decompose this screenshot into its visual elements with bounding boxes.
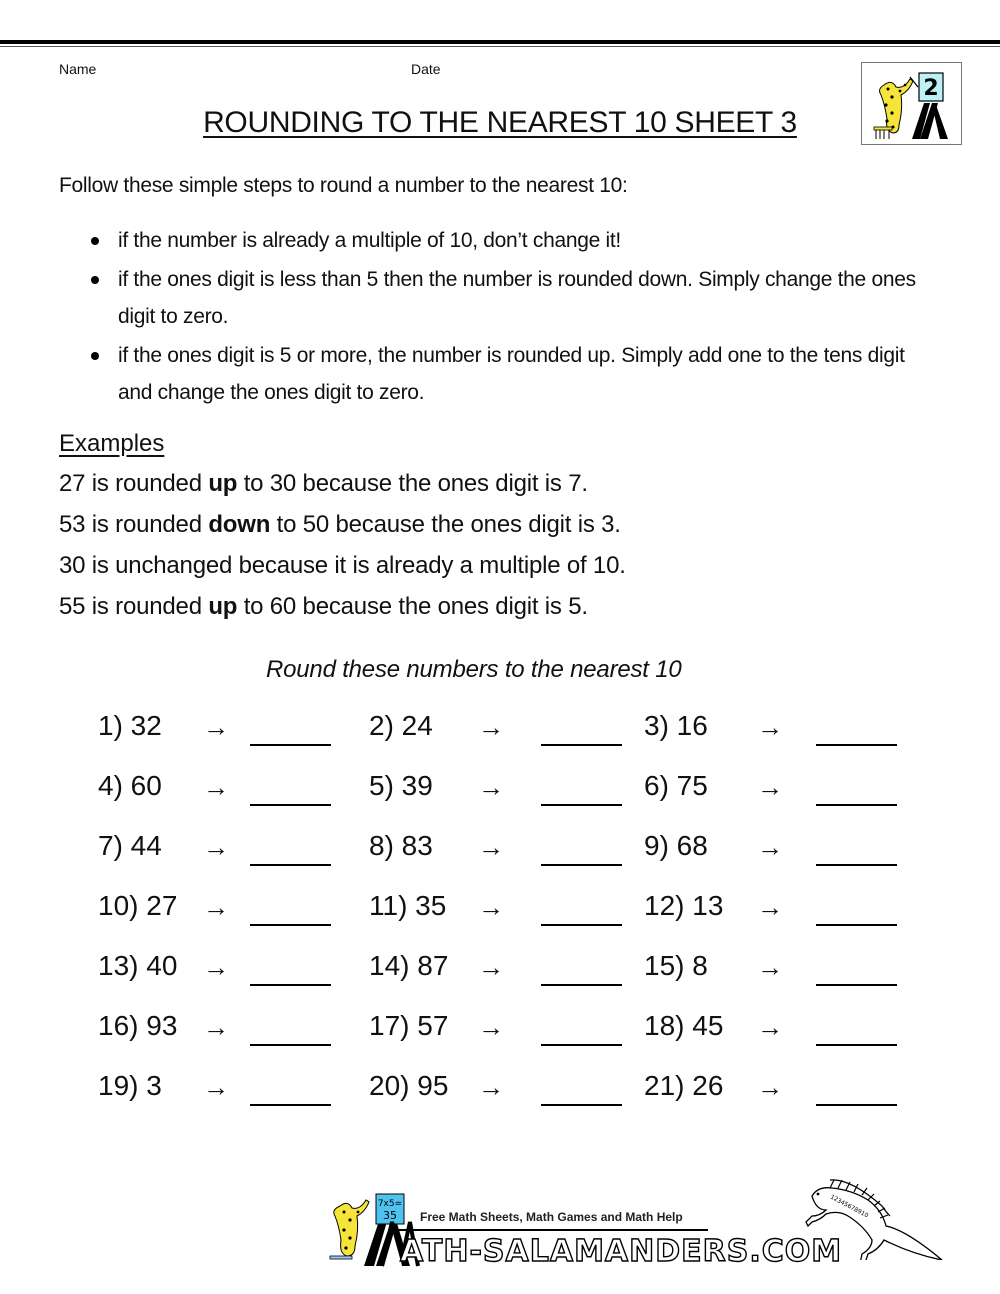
- answer-blank[interactable]: [250, 924, 331, 926]
- intro-text: Follow these simple steps to round a number to the nearest 10:: [59, 174, 628, 197]
- arrow-right-icon: →: [203, 1012, 229, 1042]
- example-line: 30 is unchanged because it is already a multiple of 10.: [59, 552, 626, 579]
- arrow-right-icon: →: [203, 712, 229, 742]
- footer-rule: [398, 1229, 708, 1231]
- step-item: if the ones digit is less than 5 then the number is rounded down. Simply change the ones digit to zero.: [59, 261, 939, 335]
- step-item: if the number is already a multiple of 10, don’t change it!: [59, 222, 939, 259]
- name-label: Name: [59, 61, 97, 77]
- arrow-right-icon: →: [478, 1012, 504, 1042]
- svg-text:35: 35: [383, 1209, 397, 1222]
- arrow-right-icon: →: [757, 772, 783, 802]
- arrow-right-icon: →: [757, 1012, 783, 1042]
- question-text: 13) 40: [98, 950, 178, 981]
- page-title: ROUNDING TO THE NEAREST 10 SHEET 3: [203, 106, 797, 139]
- top-rule: [0, 40, 1000, 44]
- arrow-right-icon: →: [478, 712, 504, 742]
- answer-blank[interactable]: [816, 924, 897, 926]
- answer-blank[interactable]: [250, 984, 331, 986]
- answer-blank[interactable]: [816, 804, 897, 806]
- answer-blank[interactable]: [541, 924, 622, 926]
- question-text: 5) 39: [369, 770, 433, 801]
- arrow-right-icon: →: [757, 712, 783, 742]
- answer-blank[interactable]: [250, 1044, 331, 1046]
- arrow-right-icon: →: [478, 772, 504, 802]
- arrow-right-icon: →: [478, 832, 504, 862]
- question-text: 7) 44: [98, 830, 162, 861]
- answer-blank[interactable]: [816, 1044, 897, 1046]
- arrow-right-icon: →: [203, 892, 229, 922]
- answer-blank[interactable]: [541, 864, 622, 866]
- answer-blank[interactable]: [250, 864, 331, 866]
- question-text: 3) 16: [644, 710, 708, 741]
- question-text: 9) 68: [644, 830, 708, 861]
- footer-site-name[interactable]: ATH-SALAMANDERS.COM: [400, 1234, 843, 1269]
- example-line: 27 is rounded up to 30 because the ones digit is 7.: [59, 470, 588, 497]
- question-text: 6) 75: [644, 770, 708, 801]
- question-text: 4) 60: [98, 770, 162, 801]
- answer-blank[interactable]: [250, 744, 331, 746]
- date-label: Date: [411, 61, 441, 77]
- question-text: 21) 26: [644, 1070, 724, 1101]
- arrow-right-icon: →: [203, 772, 229, 802]
- question-text: 17) 57: [369, 1010, 449, 1041]
- question-text: 1) 32: [98, 710, 162, 741]
- svg-text:12345678910: 12345678910: [829, 1193, 870, 1220]
- question-text: 18) 45: [644, 1010, 724, 1041]
- arrow-right-icon: →: [757, 832, 783, 862]
- arrow-right-icon: →: [203, 1072, 229, 1102]
- steps-list: [59, 222, 939, 413]
- answer-blank[interactable]: [541, 1044, 622, 1046]
- footer-tagline: Free Math Sheets, Math Games and Math Help: [420, 1210, 683, 1224]
- arrow-right-icon: →: [757, 952, 783, 982]
- arrow-right-icon: →: [757, 1072, 783, 1102]
- exercise-instruction: Round these numbers to the nearest 10: [266, 656, 682, 683]
- answer-blank[interactable]: [541, 804, 622, 806]
- arrow-right-icon: →: [203, 952, 229, 982]
- example-line: 53 is rounded down to 50 because the ones digit is 3.: [59, 511, 621, 538]
- arrow-right-icon: →: [203, 832, 229, 862]
- question-text: 10) 27: [98, 890, 178, 921]
- answer-blank[interactable]: [250, 804, 331, 806]
- arrow-right-icon: →: [478, 952, 504, 982]
- salamander-illustration-icon: [800, 1160, 950, 1260]
- answer-blank[interactable]: [816, 864, 897, 866]
- question-text: 20) 95: [369, 1070, 449, 1101]
- question-text: 16) 93: [98, 1010, 178, 1041]
- step-item: if the ones digit is 5 or more, the number is rounded up. Simply add one to the tens digit and change the ones digit to zero.: [59, 337, 939, 411]
- arrow-right-icon: →: [478, 1072, 504, 1102]
- arrow-right-icon: →: [478, 892, 504, 922]
- question-text: 2) 24: [369, 710, 433, 741]
- answer-blank[interactable]: [541, 744, 622, 746]
- bullet-icon: [91, 276, 99, 284]
- answer-blank[interactable]: [541, 1104, 622, 1106]
- question-text: 8) 83: [369, 830, 433, 861]
- question-text: 19) 3: [98, 1070, 162, 1101]
- question-text: 12) 13: [644, 890, 724, 921]
- question-text: 11) 35: [369, 890, 447, 921]
- answer-blank[interactable]: [816, 984, 897, 986]
- example-line: 55 is rounded up to 60 because the ones digit is 5.: [59, 593, 588, 620]
- arrow-right-icon: →: [757, 892, 783, 922]
- answer-blank[interactable]: [816, 1104, 897, 1106]
- answer-blank[interactable]: [250, 1104, 331, 1106]
- answer-blank[interactable]: [816, 744, 897, 746]
- svg-text:7x5=: 7x5=: [377, 1199, 403, 1209]
- grade-badge: 2: [923, 76, 939, 101]
- question-text: 15) 8: [644, 950, 708, 981]
- examples-heading: Examples: [59, 430, 165, 457]
- top-rule-thin: [0, 46, 1000, 47]
- question-text: 14) 87: [369, 950, 449, 981]
- bullet-icon: [91, 352, 99, 360]
- bullet-icon: [91, 237, 99, 245]
- answer-blank[interactable]: [541, 984, 622, 986]
